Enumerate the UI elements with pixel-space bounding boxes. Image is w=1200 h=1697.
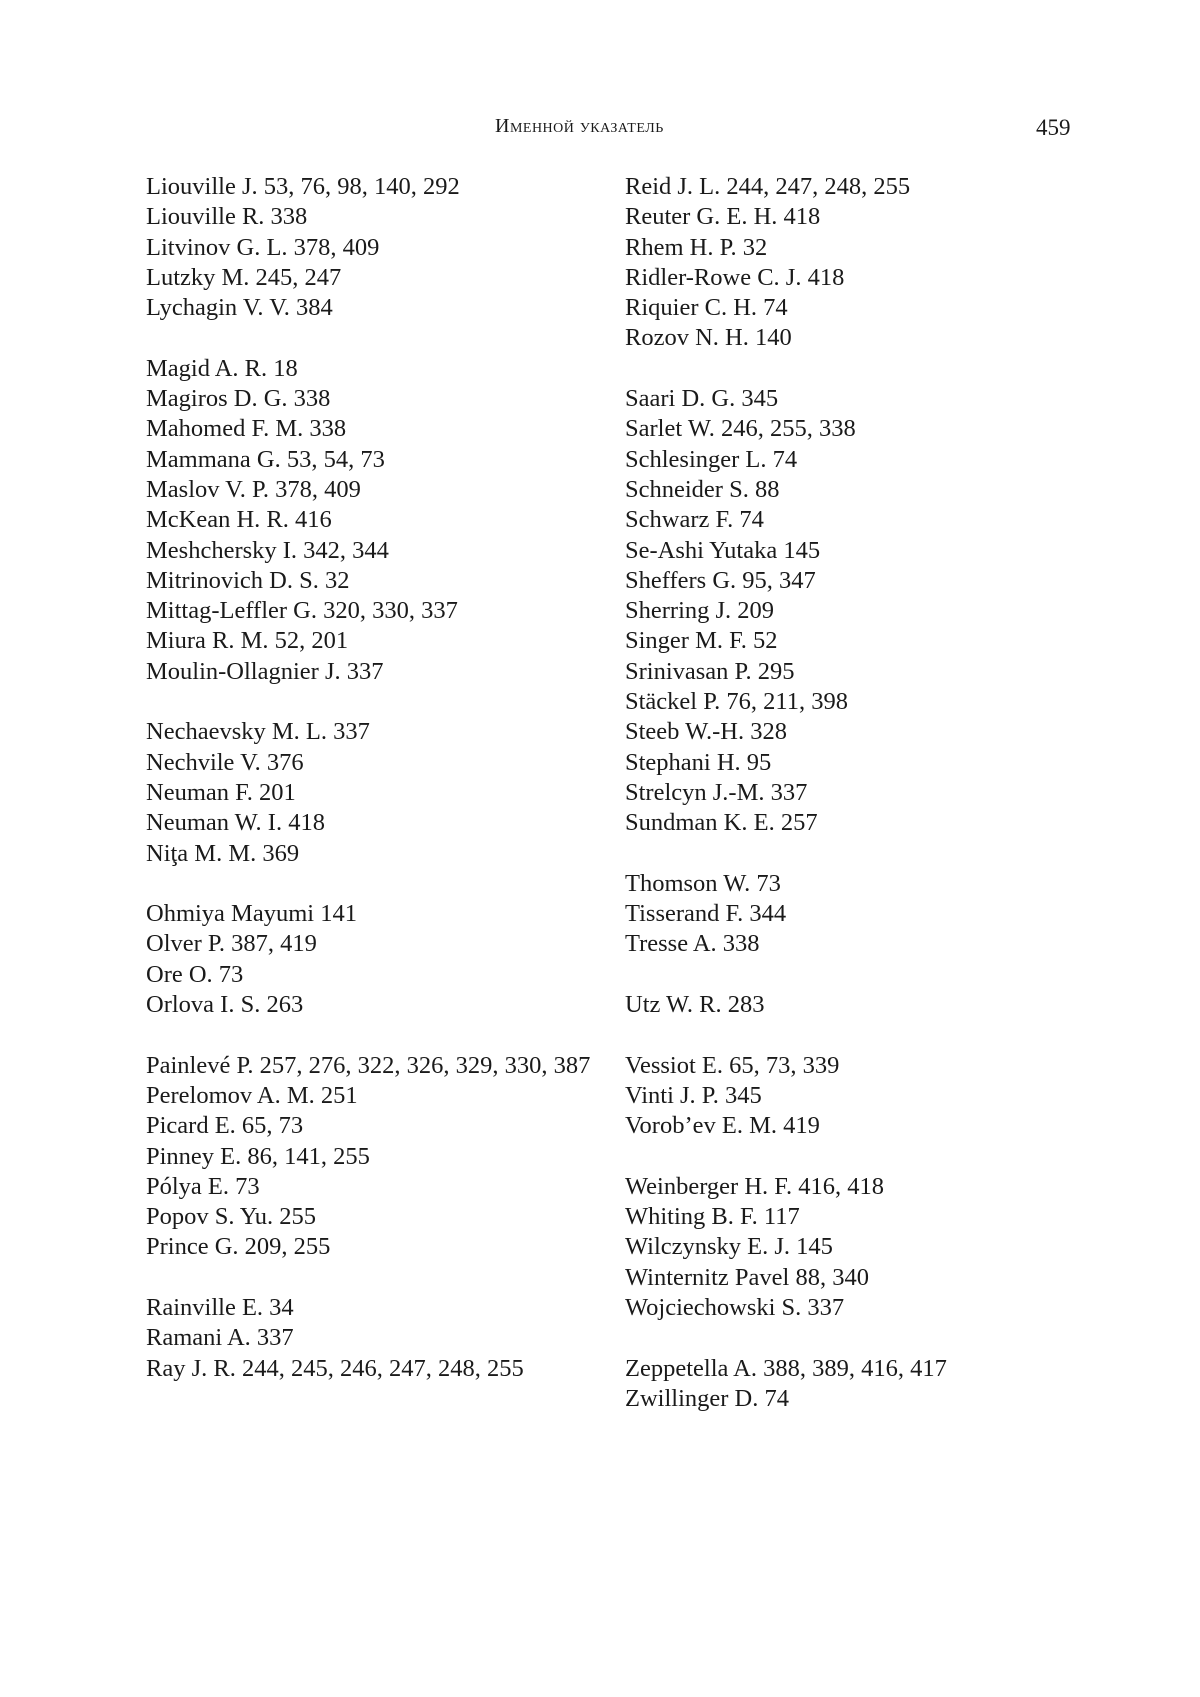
index-entry: Ray J. R. 244, 245, 246, 247, 248, 255: [146, 1354, 606, 1384]
index-entry: Vinti J. P. 345: [625, 1081, 1045, 1111]
index-entry: Weinberger H. F. 416, 418: [625, 1172, 1045, 1202]
index-entry: Stephani H. 95: [625, 748, 1045, 778]
index-entry: Steeb W.-H. 328: [625, 717, 1045, 747]
index-entry: Ohmiya Mayumi 141: [146, 899, 606, 929]
page-header: [0, 115, 1200, 147]
index-entry: Lychagin V. V. 384: [146, 293, 606, 323]
index-entry: Rozov N. H. 140: [625, 323, 1045, 353]
index-column-left: [146, 172, 606, 1414]
index-entry: Rainville E. 34: [146, 1293, 606, 1323]
index-entry: Mittag-Leffler G. 320, 330, 337: [146, 596, 606, 626]
index-entry: Tresse A. 338: [625, 929, 1045, 959]
index-entry: Orlova I. S. 263: [146, 990, 606, 1020]
index-entry: Lutzky M. 245, 247: [146, 263, 606, 293]
index-entry: Whiting B. F. 117: [625, 1202, 1045, 1232]
index-group-l: [146, 172, 606, 323]
index-entry: Popov S. Yu. 255: [146, 1202, 606, 1232]
index-entry: Nechaevsky M. L. 337: [146, 717, 606, 747]
index-group-m: [146, 354, 606, 687]
index-entry: Painlevé P. 257, 276, 322, 326, 329, 330, 387: [146, 1051, 606, 1081]
index-entry: Schwarz F. 74: [625, 505, 1045, 535]
index-entry: Sundman K. E. 257: [625, 808, 1045, 838]
index-entry: Niţa M. M. 369: [146, 839, 606, 869]
index-entry: Vessiot E. 65, 73, 339: [625, 1051, 1045, 1081]
index-entry: Utz W. R. 283: [625, 990, 1045, 1020]
page-number: 459: [1036, 115, 1071, 141]
index-entry: Srinivasan P. 295: [625, 657, 1045, 687]
index-entry: Thomson W. 73: [625, 869, 1045, 899]
index-entry: Liouville J. 53, 76, 98, 140, 292: [146, 172, 606, 202]
index-entry: Ore O. 73: [146, 960, 606, 990]
index-entry: Strelcyn J.-M. 337: [625, 778, 1045, 808]
index-group-p: [146, 1051, 606, 1263]
index-group-t: [625, 869, 1045, 960]
index-entry: Vorob’ev E. M. 419: [625, 1111, 1045, 1141]
index-entry: Liouville R. 338: [146, 202, 606, 232]
index-group-w: [625, 1172, 1045, 1323]
index-entry: McKean H. R. 416: [146, 505, 606, 535]
index-entry: Picard E. 65, 73: [146, 1111, 606, 1141]
index-entry: Perelomov A. M. 251: [146, 1081, 606, 1111]
index-group-n: [146, 717, 606, 868]
index-entry: Nechvile V. 376: [146, 748, 606, 778]
index-entry: Prince G. 209, 255: [146, 1232, 606, 1262]
index-entry: Sheffers G. 95, 347: [625, 566, 1045, 596]
index-entry: Reuter G. E. H. 418: [625, 202, 1045, 232]
index-entry: Magid A. R. 18: [146, 354, 606, 384]
index-entry: Moulin-Ollagnier J. 337: [146, 657, 606, 687]
index-entry: Ridler-Rowe C. J. 418: [625, 263, 1045, 293]
index-entry: Zeppetella A. 388, 389, 416, 417: [625, 1354, 1045, 1384]
index-entry: Mahomed F. M. 338: [146, 414, 606, 444]
index-entry: Mammana G. 53, 54, 73: [146, 445, 606, 475]
running-title: Именной указатель: [495, 115, 664, 138]
index-entry: Meshchersky I. 342, 344: [146, 536, 606, 566]
index-entry: Stäckel P. 76, 211, 398: [625, 687, 1045, 717]
index-entry: Wilczynsky E. J. 145: [625, 1232, 1045, 1262]
index-group-v: [625, 1051, 1045, 1142]
index-entry: Schneider S. 88: [625, 475, 1045, 505]
index-entry: Magiros D. G. 338: [146, 384, 606, 414]
index-group-o: [146, 899, 606, 1020]
index-entry: Winternitz Pavel 88, 340: [625, 1263, 1045, 1293]
index-group-r: [146, 1293, 606, 1384]
index-entry: Ramani A. 337: [146, 1323, 606, 1353]
index-entry: Wojciechowski S. 337: [625, 1293, 1045, 1323]
index-entry: Se-Ashi Yutaka 145: [625, 536, 1045, 566]
index-entry: Pólya E. 73: [146, 1172, 606, 1202]
index-entry: Olver P. 387, 419: [146, 929, 606, 959]
index-entry: Schlesinger L. 74: [625, 445, 1045, 475]
index-entry: Riquier C. H. 74: [625, 293, 1045, 323]
index-group-s: [625, 384, 1045, 838]
index-entry: Neuman F. 201: [146, 778, 606, 808]
index-entry: Mitrinovich D. S. 32: [146, 566, 606, 596]
index-group-z: [625, 1354, 1045, 1415]
index-group-u: [625, 990, 1045, 1020]
index-entry: Litvinov G. L. 378, 409: [146, 233, 606, 263]
index-entry: Sarlet W. 246, 255, 338: [625, 414, 1045, 444]
index-entry: Pinney E. 86, 141, 255: [146, 1142, 606, 1172]
index-entry: Rhem H. P. 32: [625, 233, 1045, 263]
index-entry: Maslov V. P. 378, 409: [146, 475, 606, 505]
index-entry: Reid J. L. 244, 247, 248, 255: [625, 172, 1045, 202]
index-entry: Miura R. M. 52, 201: [146, 626, 606, 656]
index-entry: Zwillinger D. 74: [625, 1384, 1045, 1414]
index-entry: Neuman W. I. 418: [146, 808, 606, 838]
index-group-r: [625, 172, 1045, 354]
index-entry: Sherring J. 209: [625, 596, 1045, 626]
index-entry: Saari D. G. 345: [625, 384, 1045, 414]
index-entry: Tisserand F. 344: [625, 899, 1045, 929]
index-column-right: [625, 172, 1045, 1444]
index-entry: Singer M. F. 52: [625, 626, 1045, 656]
